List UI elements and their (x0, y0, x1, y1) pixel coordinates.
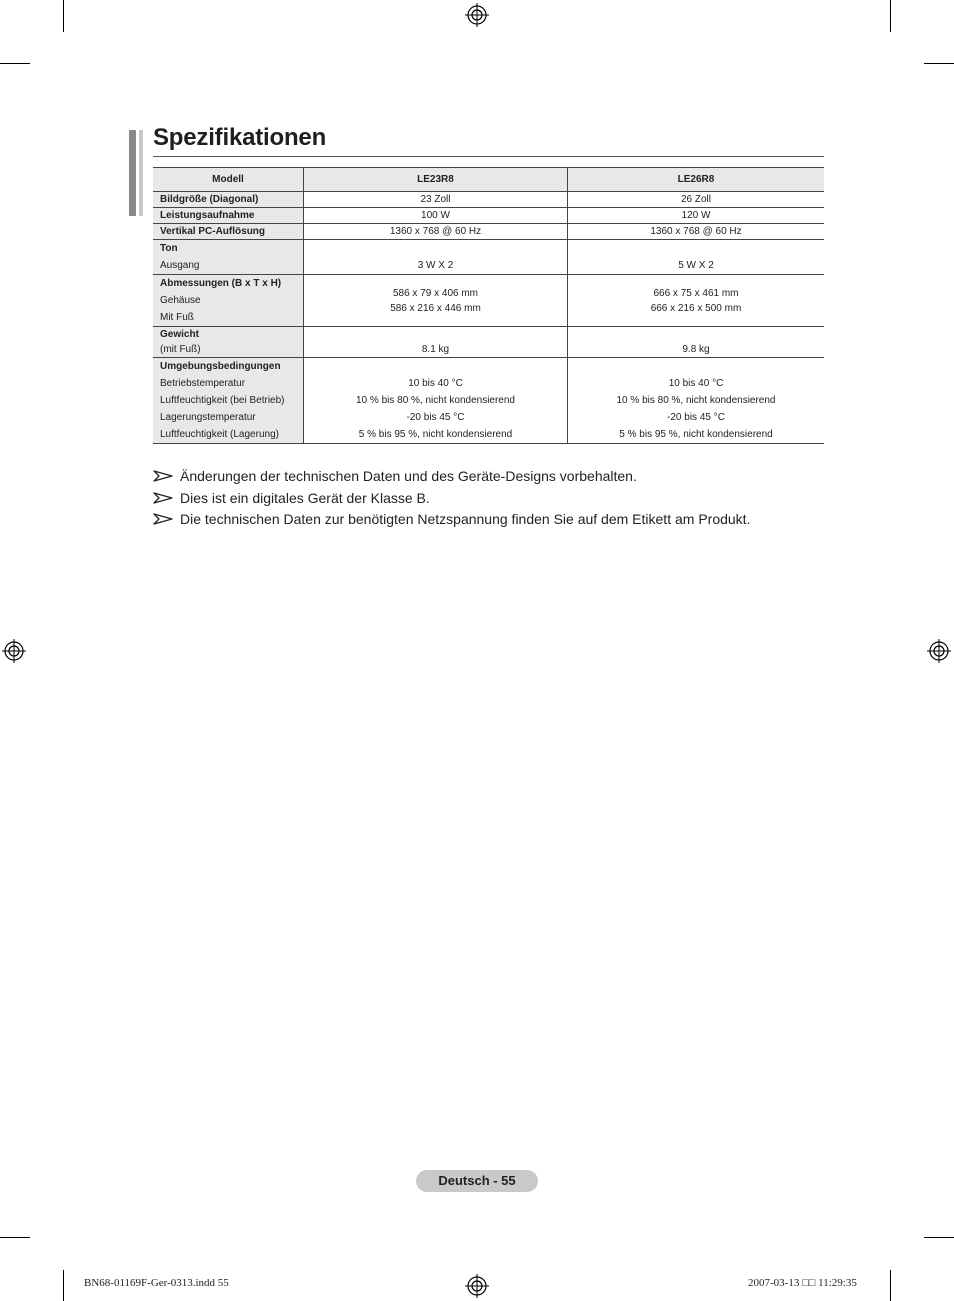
row-label: Gewicht (160, 329, 199, 340)
crop-mark (890, 0, 891, 32)
cell-value: 8.1 kg (421, 344, 450, 355)
note-text: Dies ist ein digitales Gerät der Klasse B. (180, 489, 430, 506)
row-sublabel: Betriebstemperatur (160, 378, 246, 389)
row-sublabel: Gehäuse (160, 295, 201, 306)
cell-value: 666 x 75 x 461 mm (653, 287, 739, 299)
registration-mark-icon (465, 3, 489, 27)
note-item (153, 488, 750, 510)
note-text: Die technischen Daten zur benötigten Netzspannung finden Sie auf dem Etikett am Produkt. (180, 511, 751, 527)
table-row (153, 192, 824, 208)
arrow-note-icon (153, 492, 173, 504)
header-col-a: LE23R8 (304, 168, 568, 192)
cell-value: 100 W (421, 210, 450, 221)
row-sublabel: Luftfeuchtigkeit (Lagerung) (160, 429, 279, 440)
row-sublabel: Lagerungstemperatur (160, 412, 256, 423)
header-model: Modell (153, 168, 304, 192)
table-row (153, 275, 824, 327)
cell-value: 9.8 kg (682, 344, 710, 355)
page-number-badge: Deutsch - 55 (416, 1170, 538, 1192)
cell-value: 10 bis 40 °C (668, 378, 724, 389)
cell-value: -20 bis 45 °C (406, 412, 465, 423)
notes-list (153, 466, 750, 531)
footer-timestamp: 2007-03-13 □□ 11:29:35 (748, 1277, 857, 1289)
row-sublabel: Mit Fuß (160, 312, 194, 323)
cell-value: 1360 x 768 @ 60 Hz (389, 226, 482, 237)
arrow-note-icon (153, 470, 173, 482)
cell-value: 120 W (681, 210, 711, 221)
row-label: Vertikal PC-Auflösung (160, 226, 266, 237)
cell-value: 10 bis 40 °C (408, 378, 463, 389)
crop-mark (0, 63, 30, 64)
row-label: Bildgröße (Diagonal) (160, 194, 259, 205)
cell-value: 1360 x 768 @ 60 Hz (650, 226, 742, 237)
row-sublabel: Luftfeuchtigkeit (bei Betrieb) (160, 395, 285, 406)
registration-mark-icon (465, 1274, 489, 1298)
row-label: Umgebungsbedingungen (160, 361, 281, 372)
table-row (153, 240, 824, 275)
cell-value: 666 x 216 x 500 mm (650, 302, 742, 314)
cell-value: 5 % bis 95 %, nicht kondensierend (619, 429, 773, 440)
cell-value: 26 Zoll (680, 194, 711, 205)
cell-value: 10 % bis 80 %, nicht kondensierend (616, 395, 776, 406)
spec-table (153, 167, 824, 444)
cell-value: 586 x 79 x 406 mm (392, 287, 479, 299)
section-bar (129, 130, 136, 216)
table-row (153, 358, 824, 444)
crop-mark (924, 63, 954, 64)
header-col-b: LE26R8 (568, 168, 825, 192)
row-label: Ton (160, 243, 178, 254)
note-item (153, 466, 750, 488)
table-row (153, 327, 824, 358)
title-divider (153, 156, 824, 157)
crop-mark (63, 0, 64, 32)
row-label: Abmessungen (B x T x H) (160, 278, 282, 289)
arrow-note-icon (153, 513, 173, 525)
cell-value: 5 W X 2 (678, 260, 714, 271)
crop-mark (63, 1270, 64, 1301)
cell-value: 5 % bis 95 %, nicht kondensierend (358, 429, 513, 440)
cell-value: 3 W X 2 (417, 260, 454, 271)
registration-mark-icon (927, 639, 951, 663)
page-title: Spezifikationen (153, 124, 327, 151)
cell-value: 23 Zoll (420, 194, 451, 205)
cell-value: 586 x 216 x 446 mm (390, 302, 481, 314)
table-header-row (153, 168, 824, 192)
row-label: Leistungsaufnahme (160, 210, 255, 221)
cell-value: -20 bis 45 °C (667, 412, 725, 423)
crop-mark (924, 1237, 954, 1238)
table-row (153, 208, 824, 224)
cell-value: 10 % bis 80 %, nicht kondensierend (356, 395, 515, 406)
section-bar (139, 130, 143, 216)
crop-mark (0, 1237, 30, 1238)
registration-mark-icon (2, 639, 26, 663)
footer-file-info: BN68-01169F-Ger-0313.indd 55 (84, 1277, 229, 1289)
row-sublabel: Ausgang (160, 260, 200, 271)
table-row (153, 224, 824, 240)
crop-mark (890, 1270, 891, 1301)
note-item (153, 509, 750, 531)
note-text: Änderungen der technischen Daten und des Geräte-Designs vorbehalten. (180, 468, 637, 484)
row-sublabel: (mit Fuß) (160, 344, 201, 355)
